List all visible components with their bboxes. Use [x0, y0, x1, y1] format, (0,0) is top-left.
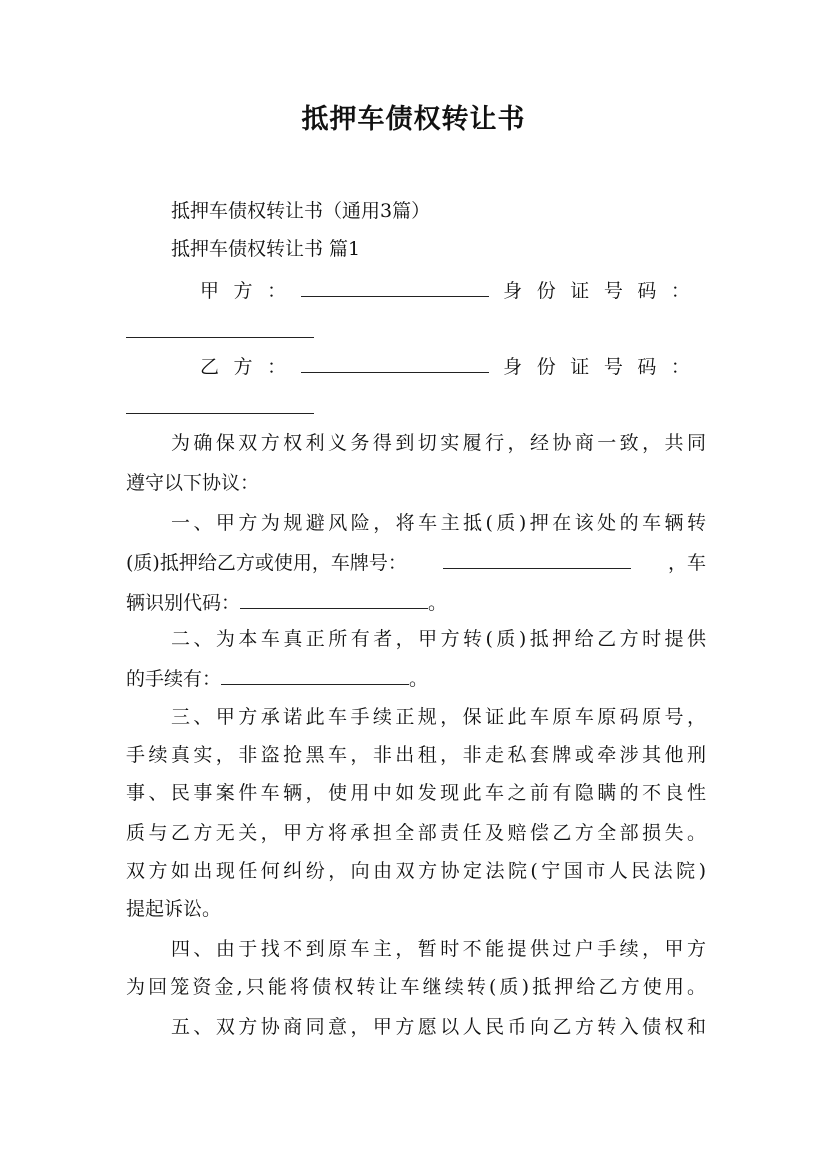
id-label-char: ：	[670, 356, 690, 378]
item2-line: 二、为本车真正所有者，甲方转(质)抵押给乙方时提供	[171, 628, 706, 650]
party-b-label-2: 方	[233, 356, 253, 378]
item4-line: 四、由于找不到原车主，暂时不能提供过户手续，甲方	[171, 938, 706, 960]
id-label-char: 证	[570, 356, 590, 378]
id-label-char: 码	[637, 356, 657, 378]
document-title: 抵押车债权转让书	[301, 104, 526, 135]
party-b-label-1: 乙	[200, 356, 220, 378]
item3-line: 三、甲方承诺此车手续正规，保证此车原车原码原号，	[171, 706, 706, 728]
item2-text: 的手续有：	[126, 668, 222, 690]
party-b-colon: ：	[267, 356, 287, 378]
item5-line: 五、双方协商同意，甲方愿以人民币向乙方转入债权和	[171, 1016, 706, 1038]
party-b-id-blank	[126, 412, 314, 414]
document-subtitle: 抵押车债权转让书（通用3篇）	[171, 200, 431, 222]
item1-line	[126, 546, 706, 578]
item1-line: 一、甲方为规避风险，将车主抵(质)押在该处的车辆转	[171, 512, 706, 534]
party-a-name-blank	[301, 274, 489, 297]
item1-line	[126, 586, 706, 618]
item3-line: 手续真实，非盗抢黑车，非出租，非走私套牌或牵涉其他刑	[126, 744, 706, 766]
item1-text: 。	[428, 592, 448, 614]
item4-line: 为回笼资金,只能将债权转让车继续转(质)抵押给乙方使用。	[126, 976, 706, 998]
party-a-row	[200, 274, 690, 306]
item3-line: 事、民事案件车辆，使用中如发现此车之前有隐瞒的不良性	[126, 782, 706, 804]
id-label-char: 号	[603, 356, 623, 378]
id-label-char: 号	[603, 280, 623, 302]
intro-line: 遵守以下协议：	[126, 472, 260, 494]
item1-text: ，车	[667, 552, 706, 574]
vin-blank	[240, 586, 428, 609]
id-label-char: 身	[503, 356, 523, 378]
party-b-name-blank	[301, 350, 489, 373]
section-heading: 抵押车债权转让书 篇1	[171, 238, 361, 260]
plate-number-blank	[443, 546, 631, 569]
party-a-label-2: 方	[233, 280, 253, 302]
party-a-id-blank	[126, 336, 314, 338]
party-b-row	[200, 350, 690, 382]
item3-line: 质与乙方无关，甲方将承担全部责任及赔偿乙方全部损失。	[126, 822, 706, 844]
item3-line: 双方如出现任何纠纷，向由双方协定法院(宁国市人民法院)	[126, 860, 706, 882]
id-label-char: 份	[536, 356, 556, 378]
item2-text: 。	[409, 668, 429, 690]
id-label-char: 份	[536, 280, 556, 302]
intro-line: 为确保双方权利义务得到切实履行，经协商一致，共同	[171, 432, 706, 454]
item1-text: (质)抵押给乙方或使用，车牌号：	[126, 552, 407, 574]
procedures-blank	[221, 662, 409, 685]
id-label-char: ：	[670, 280, 690, 302]
id-label-char: 身	[503, 280, 523, 302]
party-a-colon: ：	[267, 280, 287, 302]
item2-line	[126, 662, 706, 694]
id-label-char: 码	[637, 280, 657, 302]
id-label-char: 证	[570, 280, 590, 302]
item3-line: 提起诉讼。	[126, 898, 222, 920]
party-a-label-1: 甲	[200, 280, 220, 302]
item1-text: 辆识别代码：	[126, 592, 241, 614]
